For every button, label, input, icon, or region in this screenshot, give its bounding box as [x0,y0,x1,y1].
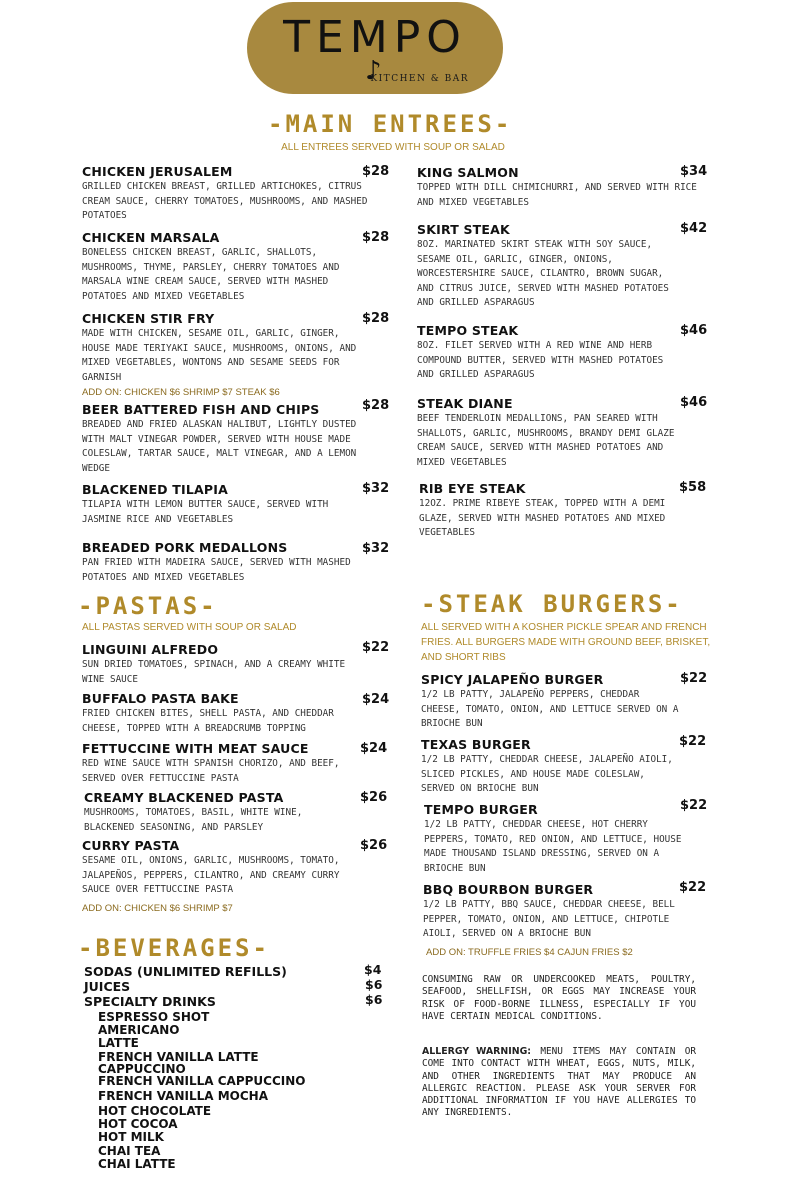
item-description: BEEF TENDERLOIN MEDALLIONS, PAN SEARED WITH SHALLOTS, GARLIC, MUSHROOMS, BRANDY DEMI GLAZE CREAM SAUCE, SERVED WITH MASHED POTATOES AND MIXED VEGETABLES [417,413,675,468]
allergy-warning [422,1046,696,1120]
item-price: $26 [360,838,388,853]
beverage-name: SODAS (UNLIMITED REFILLS) [84,964,287,979]
item-description: TILAPIA WITH LEMON BUTTER SAUCE, SERVED WITH JASMINE RICE AND VEGETABLES [82,499,329,525]
menu-item [82,838,352,898]
item-price: $34 [680,164,708,179]
item-description: 8OZ. MARINATED SKIRT STEAK WITH SOY SAUCE, SESAME OIL, GARLIC, GINGER, ONIONS, WORCESTERSHIRE SAUCE, CILANTRO, BROWN SUGAR, AND CITRUS JUICE, SERVED WITH MASHED POTATOES AND GRILLED ASPARAGUS [417,239,669,309]
item-price: $22 [679,734,707,749]
item-price: $28 [362,398,390,413]
logo-wordmark: TEMPO [283,12,467,63]
item-name: RIB EYE STEAK [419,481,526,496]
allergy-warning-text: MENU ITEMS MAY CONTAIN OR COME INTO CONTACT WITH WHEAT, EGGS, NUTS, MILK, AND OTHER INGREDIENTS THAT MAY PRODUCE AN ALLERGIC REACTION. PLEASE ASK YOUR SERVER FOR ADDITIONAL INFORMATION IF YOU HAVE ALLERGIES TO ANY INGREDIENTS. [422,1046,696,1119]
drink-item: CHAI LATTE [98,1156,176,1171]
item-price: $32 [362,541,390,556]
beverage-price: $6 [365,992,383,1007]
item-name: BUFFALO PASTA BAKE [82,691,239,706]
item-description: BREADED AND FRIED ALASKAN HALIBUT, LIGHTLY DUSTED WITH MALT VINEGAR POWDER, SERVED WITH HOUSE MADE COLESLAW, TARTAR SAUCE, MALT VINEGAR, AND A LEMON WEDGE [82,419,357,474]
item-description: 1/2 LB PATTY, CHEDDAR CHEESE, JALAPEÑO AIOLI, SLICED PICKLES, AND HOUSE MADE COLESLAW, SERVED ON BRIOCHE BUN [421,754,673,795]
item-description: RED WINE SAUCE WITH SPANISH CHORIZO, AND BEEF, SERVED OVER FETTUCCINE PASTA [82,758,340,784]
menu-item [82,741,352,786]
item-price: $24 [362,692,390,707]
item-name: SKIRT STEAK [417,222,510,237]
item-description: GRILLED CHICKEN BREAST, GRILLED ARTICHOKES, CITRUS CREAM SAUCE, CHERRY TOMATOES, MUSHROOMS, AND MASHED POTATOES [82,181,368,222]
menu-item [417,323,677,383]
item-name: FETTUCCINE WITH MEAT SAUCE [82,741,309,756]
item-name: TEXAS BURGER [421,737,531,752]
menu-item [417,165,707,210]
beverage-price: $6 [365,977,383,992]
menu-item [82,230,372,304]
item-description: PAN FRIED WITH MADEIRA SAUCE, SERVED WITH MASHED POTATOES AND MIXED VEGETABLES [82,557,351,583]
drink-item: FRENCH VANILLA LATTE [98,1049,259,1064]
drink-item: HOT COCOA [98,1117,178,1132]
item-description: FRIED CHICKEN BITES, SHELL PASTA, AND CHEDDAR CHEESE, TOPPED WITH A BREADCRUMB TOPPING [82,708,334,734]
item-price: $28 [362,230,390,245]
add-on-note: ADD ON: CHICKEN $6 SHRIMP $7 STEAK $6 [82,387,280,399]
pastas-add-on: ADD ON: CHICKEN $6 SHRIMP $7 [82,903,233,914]
menu-item [82,311,372,398]
pastas-subtitle: ALL PASTAS SERVED WITH SOUP OR SALAD [82,622,297,633]
item-price: $26 [360,790,388,805]
food-safety-disclaimer: CONSUMING RAW OR UNDERCOOKED MEATS, POULTRY, SEAFOOD, SHELLFISH, OR EGGS MAY INCREASE YOUR RISK OF FOOD-BORNE ILLNESS, ESPECIALLY IF YOU HAVE CERTAIN MEDICAL CONDITIONS. [422,974,696,1022]
beverage-name: SPECIALTY DRINKS [84,994,216,1009]
item-description: BONELESS CHICKEN BREAST, GARLIC, SHALLOTS, MUSHROOMS, THYME, PARSLEY, CHERRY TOMATOES AND MARSALA WINE CREAM SAUCE, SERVED WITH MASHED POTATOES AND MIXED VEGETABLES [82,247,340,302]
item-price: $22 [679,880,707,895]
item-description: 1/2 LB PATTY, JALAPEÑO PEPPERS, CHEDDAR CHEESE, TOMATO, ONION, AND LETTUCE SERVED ON A BRIOCHE BUN [421,689,679,730]
item-price: $24 [360,741,388,756]
item-description: MADE WITH CHICKEN, SESAME OIL, GARLIC, GINGER, HOUSE MADE TERIYAKI SAUCE, MUSHROOMS, ONIONS, AND MIXED VEGETABLES, WONTONS AND SESAME SEEDS FOR GARNISH [82,328,357,383]
beverage-price: $4 [364,962,382,977]
item-name: KING SALMON [417,165,519,180]
allergy-warning-label: ALLERGY WARNING: [422,1046,532,1057]
beverage-name: JUICES [84,979,131,994]
item-name: BBQ BOURBON BURGER [423,882,594,897]
item-name: CHICKEN MARSALA [82,230,220,245]
music-note-icon: ♪ [365,56,382,86]
menu-item [419,481,679,541]
menu-item [423,882,685,942]
menu-item [417,396,677,470]
item-description: MUSHROOMS, TOMATOES, BASIL, WHITE WINE, BLACKENED SEASONING, AND PARSLEY [84,807,303,833]
item-name: BREADED PORK MEDALLONS [82,540,288,555]
item-name: SPICY JALAPEÑO BURGER [421,672,604,687]
menu-item [424,802,686,876]
item-price: $32 [362,481,390,496]
drink-item: AMERICANO [98,1023,180,1038]
menu-item [82,642,352,687]
item-name: BEER BATTERED FISH AND CHIPS [82,402,320,417]
main-entrees-subtitle: ALL ENTREES SERVED WITH SOUP OR SALAD [281,142,505,153]
item-description: 8OZ. FILET SERVED WITH A RED WINE AND HERB COMPOUND BUTTER, SERVED WITH MASHED POTATOES AND GRILLED ASPARAGUS [417,340,664,381]
restaurant-logo [247,2,503,94]
item-description: TOPPED WITH DILL CHIMICHURRI, AND SERVED WITH RICE AND MIXED VEGETABLES [417,182,697,208]
drink-item: CHAI TEA [98,1143,161,1158]
steak-burgers-subtitle: ALL SERVED WITH A KOSHER PICKLE SPEAR AND FRENCH FRIES. ALL BURGERS MADE WITH GROUND BEEF, BRISKET, AND SHORT RIBS [421,622,711,663]
drink-item: CAPPUCCINO [98,1061,186,1076]
menu-item [82,540,372,585]
menu-item [82,691,352,736]
drink-item: HOT CHOCOLATE [98,1104,212,1119]
specialty-drinks-list [98,1011,305,1171]
drink-item: HOT MILK [98,1130,164,1145]
pastas-title: -PASTAS- [78,592,218,620]
item-price: $46 [680,395,708,410]
drink-item: FRENCH VANILLA MOCHA [98,1089,269,1104]
item-price: $22 [680,671,708,686]
menu-item [417,222,677,311]
drink-item: FRENCH VANILLA CAPPUCCINO [98,1073,306,1088]
item-price: $58 [679,480,707,495]
item-price: $28 [362,164,390,179]
burgers-add-on: ADD ON: TRUFFLE FRIES $4 CAJUN FRIES $2 [426,947,633,958]
item-name: TEMPO STEAK [417,323,519,338]
menu-item [82,482,372,527]
item-name: LINGUINI ALFREDO [82,642,219,657]
logo-tagline: KITCHEN & BAR [370,74,469,84]
item-price: $42 [680,221,708,236]
item-name: CHICKEN STIR FRY [82,311,215,326]
steak-burgers-title: -STEAK BURGERS- [421,590,683,618]
item-description: 12OZ. PRIME RIBEYE STEAK, TOPPED WITH A DEMI GLAZE, SERVED WITH MASHED POTATOES AND MIXED VEGETABLES [419,498,666,539]
item-name: STEAK DIANE [417,396,513,411]
item-name: TEMPO BURGER [424,802,538,817]
menu-item [82,164,372,224]
item-description: SUN DRIED TOMATOES, SPINACH, AND A CREAMY WHITE WINE SAUCE [82,659,346,685]
menu-item [84,790,354,835]
item-price: $22 [680,798,708,813]
drink-item: LATTE [98,1036,139,1051]
item-description: SESAME OIL, ONIONS, GARLIC, MUSHROOMS, TOMATO, JALAPEÑOS, PEPPERS, CILANTRO, AND CREAMY CURRY SAUCE OVER FETTUCCINE PASTA [82,855,340,896]
item-name: CHICKEN JERUSALEM [82,164,233,179]
item-name: CURRY PASTA [82,838,180,853]
item-name: CREAMY BLACKENED PASTA [84,790,284,805]
beverages-title: -BEVERAGES- [78,934,270,962]
item-price: $46 [680,323,708,338]
item-description: 1/2 LB PATTY, BBQ SAUCE, CHEDDAR CHEESE, BELL PEPPER, TOMATO, ONION, AND LETTUCE, CHIPOTLE AIOLI, SERVED ON A BRIOCHE BUN [423,899,675,940]
item-name: BLACKENED TILAPIA [82,482,228,497]
menu-item [421,737,683,797]
drink-item: ESPRESSO SHOT [98,1010,210,1024]
menu-item [421,672,683,732]
item-price: $28 [362,311,390,326]
item-description: 1/2 LB PATTY, CHEDDAR CHEESE, HOT CHERRY PEPPERS, TOMATO, RED ONION, AND LETTUCE, HOUSE MADE THOUSAND ISLAND DRESSING, SERVED ON A BRIOCHE BUN [424,819,682,874]
main-entrees-title: -MAIN ENTREES- [268,110,513,138]
menu-item [82,402,372,476]
item-price: $22 [362,640,390,655]
